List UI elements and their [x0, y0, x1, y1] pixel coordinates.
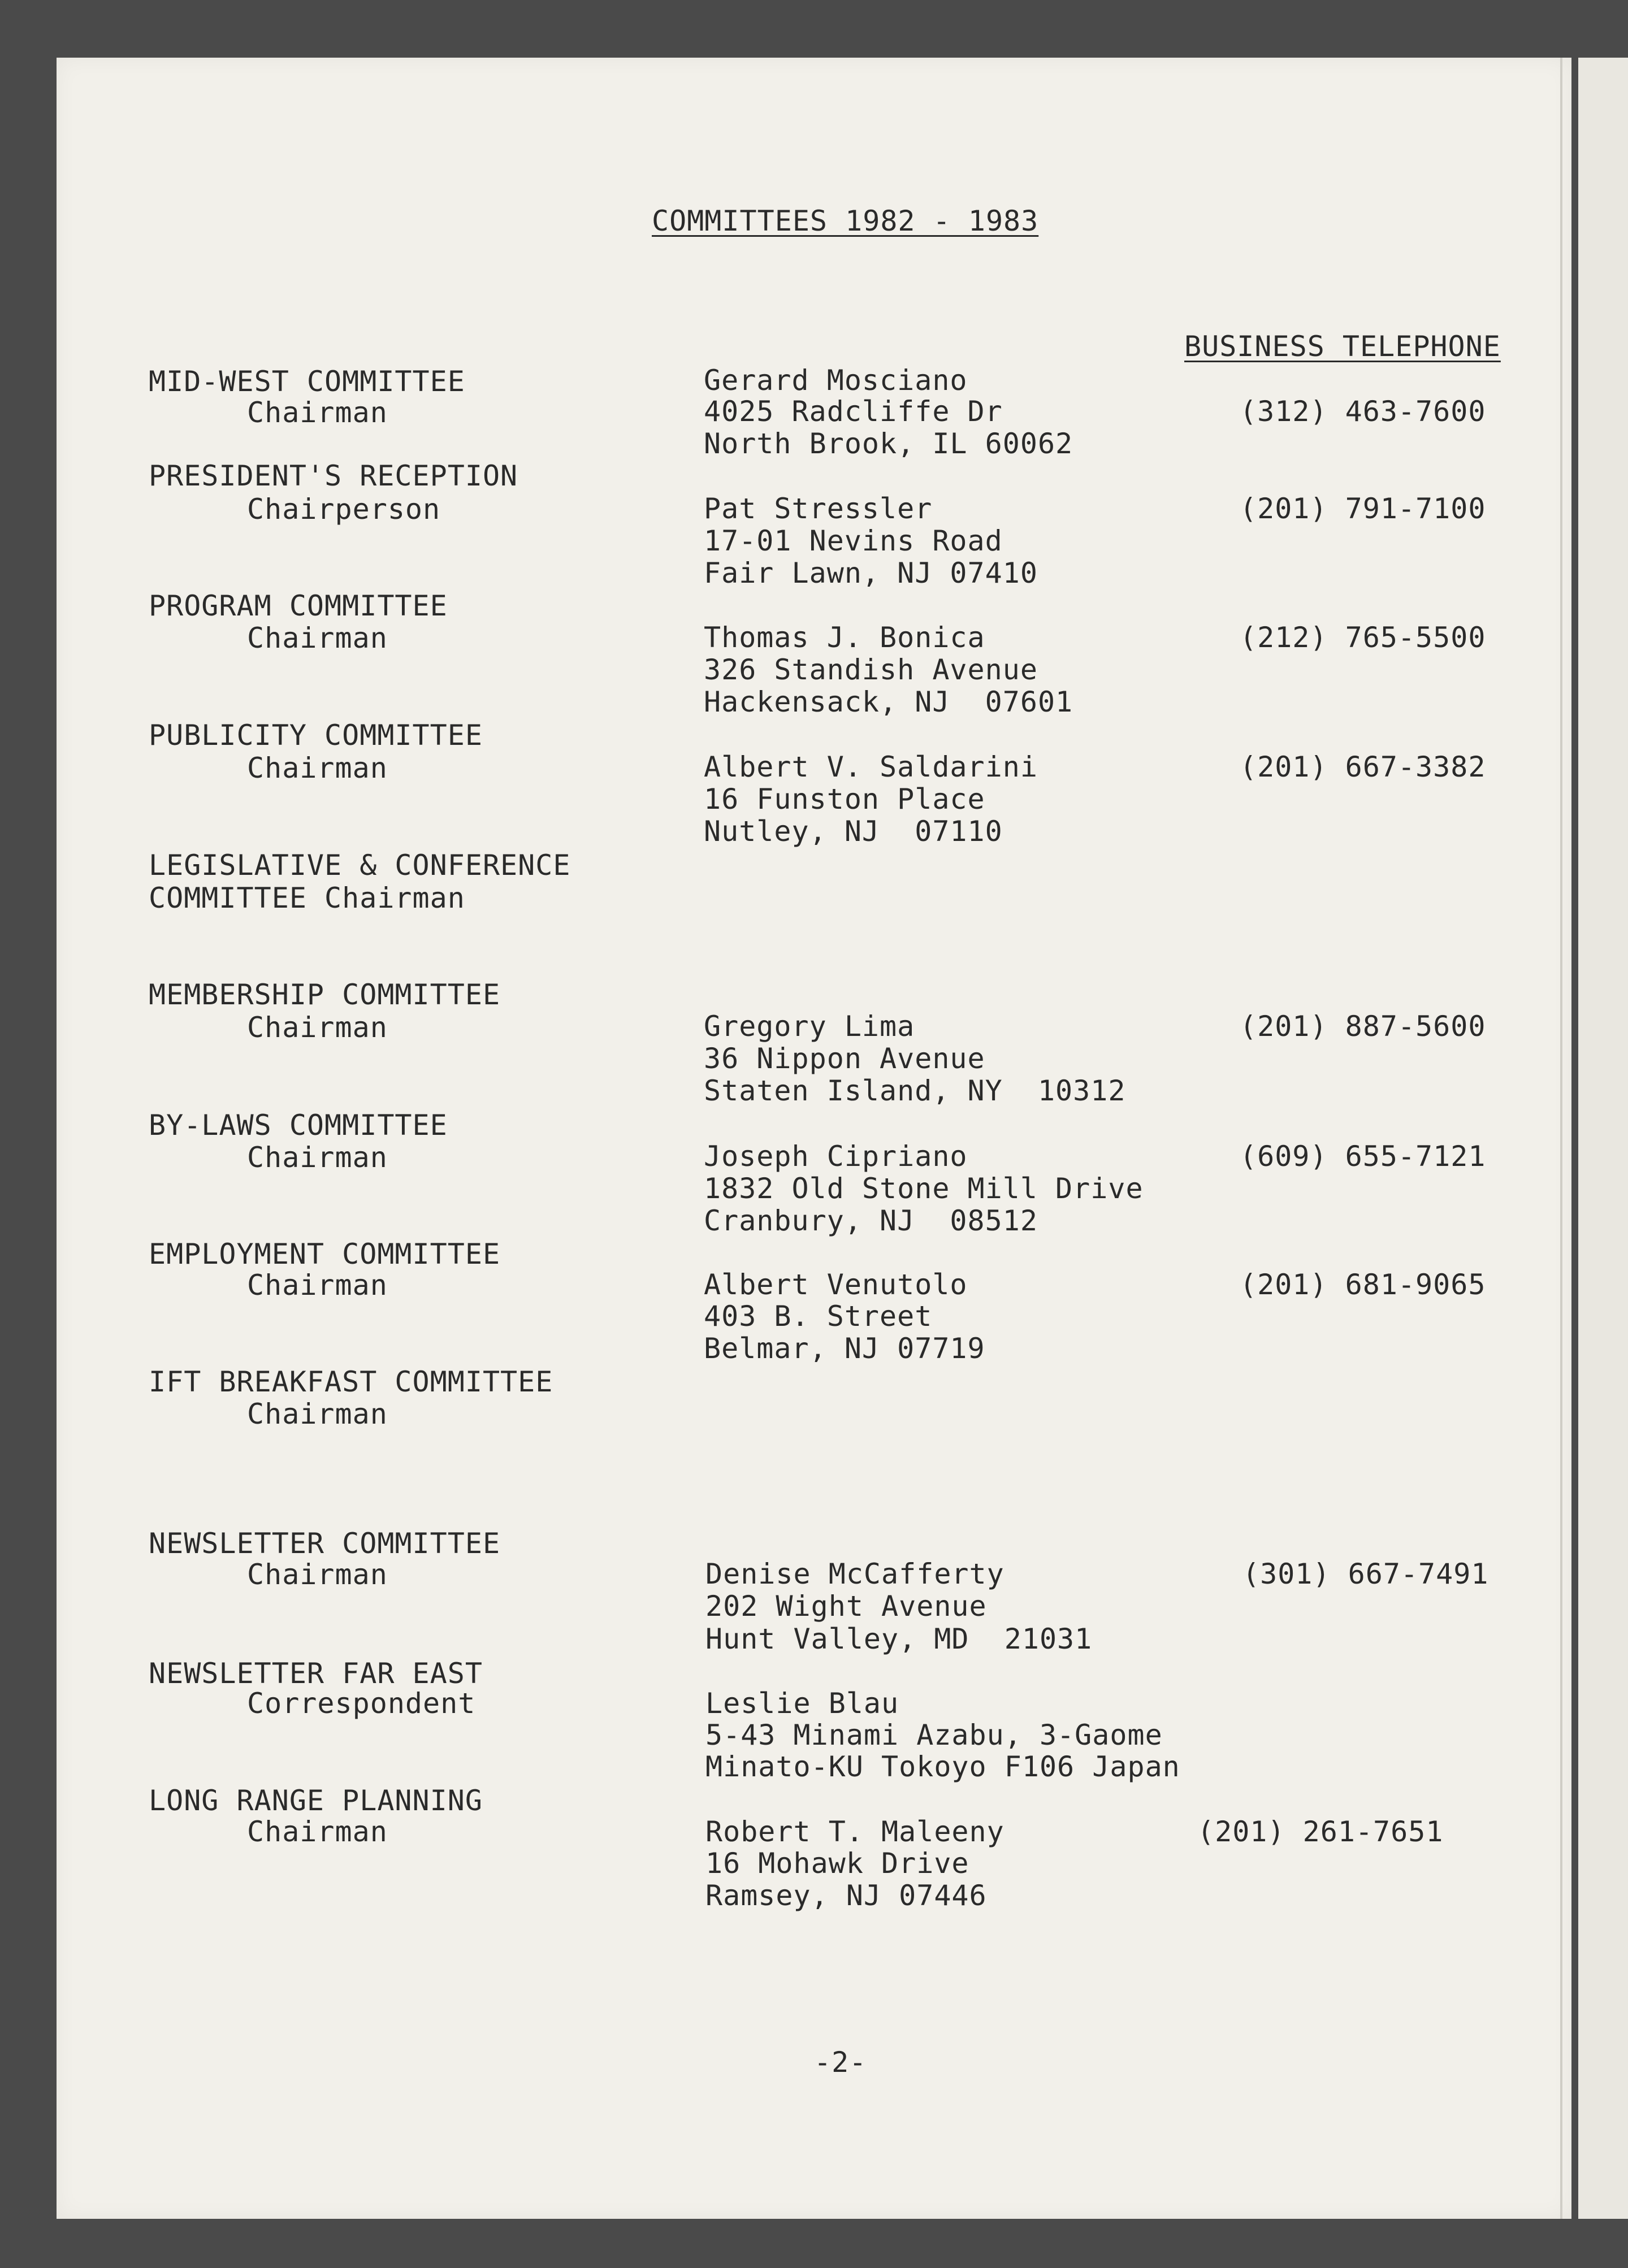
committee-name: NEWSLETTER FAR EAST: [149, 1657, 483, 1690]
member-name: Joseph Cipriano: [704, 1140, 968, 1173]
member-address-line1: 36 Nippon Avenue: [704, 1042, 985, 1075]
committee-role: Chairman: [247, 1269, 388, 1302]
phone-column-header: BUSINESS TELEPHONE: [1184, 330, 1501, 363]
committee-role: COMMITTEE Chairman: [149, 882, 465, 914]
member-address-line1: 16 Mohawk Drive: [705, 1847, 969, 1880]
member-phone: (312) 463-7600: [1240, 395, 1486, 428]
member-address-line2: North Brook, IL 60062: [704, 427, 1073, 460]
committee-name: PROGRAM COMMITTEE: [149, 589, 448, 622]
member-address-line2: Ramsey, NJ 07446: [705, 1879, 987, 1912]
committee-name: PRESIDENT'S RECEPTION: [149, 459, 518, 492]
member-address-line2: Nutley, NJ 07110: [704, 815, 1003, 848]
committee-name: MEMBERSHIP COMMITTEE: [149, 978, 501, 1011]
member-address-line2: Fair Lawn, NJ 07410: [704, 557, 1038, 589]
member-name: Albert Venutolo: [704, 1268, 968, 1301]
member-address-line1: 202 Wight Avenue: [705, 1590, 987, 1623]
member-address-line1: 1832 Old Stone Mill Drive: [704, 1172, 1144, 1205]
member-name: Denise McCafferty: [705, 1558, 1004, 1590]
member-address-line2: Belmar, NJ 07719: [704, 1332, 985, 1365]
committee-role: Chairman: [247, 1011, 388, 1044]
member-name: Thomas J. Bonica: [704, 621, 985, 654]
member-name: Gregory Lima: [704, 1010, 915, 1043]
committee-name: BY-LAWS COMMITTEE: [149, 1109, 448, 1142]
committee-name: EMPLOYMENT COMMITTEE: [149, 1238, 501, 1270]
member-address-line2: Hunt Valley, MD 21031: [705, 1623, 1093, 1655]
member-address-line2: Hackensack, NJ 07601: [704, 686, 1073, 718]
committee-role: Chairman: [247, 396, 388, 429]
member-address-line1: 326 Standish Avenue: [704, 653, 1038, 686]
committee-role: Chairperson: [247, 493, 441, 526]
member-name: Gerard Mosciano: [704, 364, 968, 397]
committee-name: NEWSLETTER COMMITTEE: [149, 1527, 501, 1560]
member-name: Robert T. Maleeny: [705, 1815, 1004, 1848]
member-phone: (201) 261-7651: [1197, 1815, 1444, 1848]
next-page-edge: [1578, 58, 1628, 2219]
page-number: -2-: [814, 2046, 867, 2079]
page-fold: [1560, 58, 1562, 2219]
member-phone: (301) 667-7491: [1242, 1558, 1489, 1590]
committee-role: Chairman: [247, 1815, 388, 1848]
member-name: Leslie Blau: [705, 1687, 899, 1720]
member-phone: (201) 667-3382: [1240, 751, 1486, 783]
committee-role: Chairman: [247, 1398, 388, 1430]
committee-name: LONG RANGE PLANNING: [149, 1784, 483, 1817]
member-phone: (609) 655-7121: [1240, 1140, 1486, 1173]
committee-name: PUBLICITY COMMITTEE: [149, 719, 483, 752]
member-address-line1: 403 B. Street: [704, 1300, 933, 1333]
committee-name: IFT BREAKFAST COMMITTEE: [149, 1365, 553, 1398]
member-phone: (201) 791-7100: [1240, 492, 1486, 525]
committee-role: Chairman: [247, 1141, 388, 1174]
committee-name: LEGISLATIVE & CONFERENCE: [149, 849, 571, 882]
member-address-line1: 16 Funston Place: [704, 783, 985, 816]
member-name: Pat Stressler: [704, 492, 933, 525]
committee-role: Chairman: [247, 1558, 388, 1591]
member-phone: (201) 681-9065: [1240, 1268, 1486, 1301]
committee-role: Correspondent: [247, 1687, 476, 1720]
member-address-line2: Cranbury, NJ 08512: [704, 1204, 1038, 1237]
member-address-line2: Staten Island, NY 10312: [704, 1074, 1126, 1107]
member-phone: (201) 887-5600: [1240, 1010, 1486, 1043]
committee-name: MID-WEST COMMITTEE: [149, 365, 465, 398]
member-address-line2: Minato-KU Tokoyo F106 Japan: [705, 1750, 1180, 1783]
member-address-line1: 17-01 Nevins Road: [704, 524, 1003, 557]
page-title: COMMITTEES 1982 - 1983: [652, 205, 1039, 237]
member-address-line1: 4025 Radcliffe Dr: [704, 395, 1003, 428]
committee-role: Chairman: [247, 622, 388, 654]
committee-role: Chairman: [247, 752, 388, 784]
member-phone: (212) 765-5500: [1240, 621, 1486, 654]
member-address-line1: 5-43 Minami Azabu, 3-Gaome: [705, 1719, 1163, 1751]
member-name: Albert V. Saldarini: [704, 751, 1038, 783]
